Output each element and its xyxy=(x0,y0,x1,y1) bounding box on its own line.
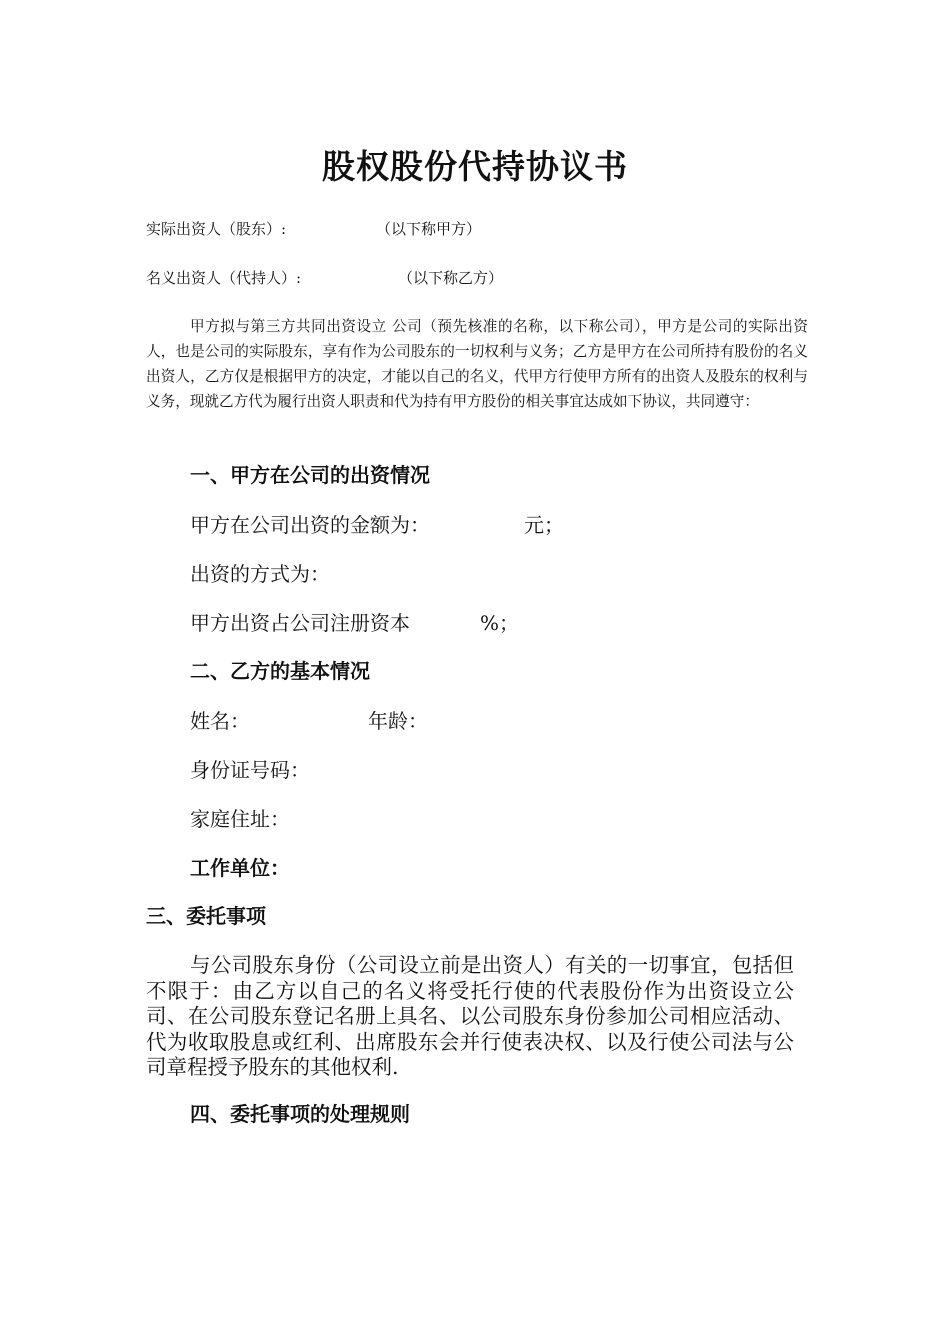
employer-label: 工作单位： xyxy=(190,856,290,880)
ratio-label: 甲方出资占公司注册资本 xyxy=(190,611,410,635)
ratio-unit: %； xyxy=(480,611,520,635)
amount-unit: 元； xyxy=(524,513,564,537)
id-label: 身份证号码： xyxy=(190,758,310,782)
section4-heading: 四、委托事项的处理规则 xyxy=(190,1102,410,1126)
section2-heading: 二、乙方的基本情况 xyxy=(190,659,370,683)
intro-paragraph: 甲方拟与第三方共同出资设立 公司（预先核准的名称，以下称公司），甲方是公司的实际出资人，也是公司的实际股东，享有作为公司股东的一切权利与义务；乙方是甲方在公司所持有股份的名义出资人，乙方仅是根据甲方的决定，才能以自己的名义，代甲方行使甲方所有的出资人及股东的权利与义务，现就乙方代为履行出资人职责和代为持有甲方股份的相关事宜达成如下协议，共同遵守： xyxy=(146,318,808,410)
nominee-label: 名义出资人（代持人）: xyxy=(146,269,302,287)
investor-label: 实际出资人（股东）: xyxy=(146,220,287,238)
name-label: 姓名： xyxy=(190,709,250,733)
document-title: 股权股份代持协议书 xyxy=(322,147,628,186)
address-label: 家庭住址： xyxy=(190,807,290,831)
section3-heading: 三、委托事项 xyxy=(146,904,266,928)
age-label: 年龄： xyxy=(368,709,428,733)
section1-heading: 一、甲方在公司的出资情况 xyxy=(190,463,430,487)
investor-note: （以下称甲方） xyxy=(376,220,482,238)
nominee-note: （以下称乙方） xyxy=(398,269,504,287)
method-label: 出资的方式为： xyxy=(190,562,330,586)
amount-label: 甲方在公司出资的金额为： xyxy=(190,513,430,537)
section3-body: 与公司股东身份（公司设立前是出资人）有关的一切事宜，包括但不限于：由乙方以自己的名义将受托行使的代表股份作为出资设立公司、在公司股东登记名册上具名、以公司股东身份参加公司相应活动、代为收取股息或红利、出席股东会并行使表决权、以及行使公司法与公司章程授予股东的其他权利. xyxy=(146,953,794,1079)
